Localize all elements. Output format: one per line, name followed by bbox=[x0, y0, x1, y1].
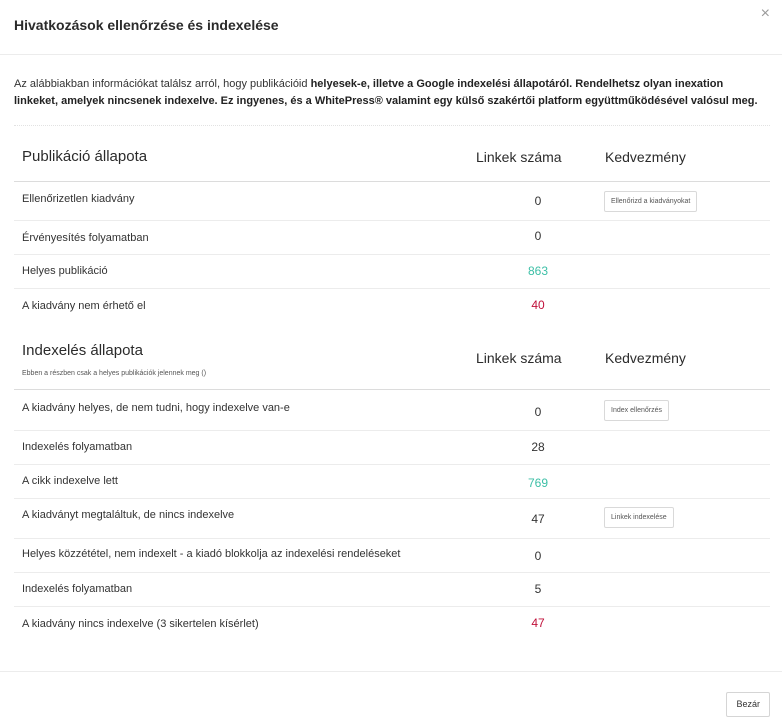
row-label: A kiadványt megtaláltuk, de nincs indexelve bbox=[22, 509, 235, 521]
row-label: Helyes publikáció bbox=[22, 265, 108, 277]
row-value-positive: 769 bbox=[527, 476, 549, 490]
row-value-negative: 40 bbox=[531, 298, 545, 312]
intro-text-bold: helyesek-e, illetve a Google indexelési állapotáról. Rendelhetsz olyan inexation linkeket, amelyek nincsenek indexelve. Ez ingyenes, és a WhitePress® valamint egy külső szakértői platform együttműködésével valósul meg. bbox=[14, 78, 758, 107]
indexing-row bbox=[14, 539, 770, 573]
row-value: 0 bbox=[534, 405, 542, 419]
intro-divider bbox=[14, 125, 770, 126]
publication-row bbox=[14, 255, 770, 289]
publication-row bbox=[14, 181, 770, 221]
row-label: Helyes közzététel, nem indexelt - a kiadó blokkolja az indexelési rendeléseket bbox=[22, 548, 401, 560]
publication-col-discount: Kedvezmény bbox=[605, 149, 686, 165]
row-label: A kiadvány nincs indexelve (3 sikertelen kísérlet) bbox=[22, 618, 259, 630]
indexing-row bbox=[14, 431, 770, 465]
publication-col-links: Linkek száma bbox=[476, 149, 562, 165]
row-value-negative: 47 bbox=[531, 616, 545, 630]
row-label: Indexelés folyamatban bbox=[22, 583, 133, 595]
publication-section-title: Publikáció állapota bbox=[22, 148, 148, 165]
indexing-col-discount: Kedvezmény bbox=[605, 350, 686, 366]
row-label: Indexelés folyamatban bbox=[22, 441, 133, 453]
indexing-row bbox=[14, 389, 770, 431]
row-value-positive: 863 bbox=[527, 264, 549, 278]
close-button[interactable]: Bezár bbox=[726, 692, 770, 717]
row-label: Ellenőrizetlen kiadvány bbox=[22, 193, 135, 205]
row-value: 0 bbox=[534, 194, 542, 208]
indexing-col-links: Linkek száma bbox=[476, 350, 562, 366]
row-label: A kiadvány nem érhető el bbox=[22, 300, 146, 312]
row-label: Érvényesítés folyamatban bbox=[22, 232, 149, 244]
indexing-row bbox=[14, 607, 770, 641]
modal-header bbox=[0, 0, 782, 55]
modal-title: Hivatkozások ellenőrzése és indexelése bbox=[14, 17, 279, 33]
index-check-button[interactable]: Index ellenőrzés bbox=[604, 400, 669, 421]
index-links-button[interactable]: Linkek indexelése bbox=[604, 507, 674, 528]
row-value: 0 bbox=[534, 549, 542, 563]
row-value: 47 bbox=[531, 512, 545, 526]
intro-text-regular: Az alábbiakban információkat találsz arról, hogy publikációid bbox=[14, 78, 311, 90]
indexing-section-subtitle: Ebben a részben csak a helyes publikációk jelennek meg () bbox=[22, 370, 207, 377]
indexing-row bbox=[14, 465, 770, 499]
intro-text bbox=[14, 76, 766, 110]
row-value: 5 bbox=[534, 582, 542, 596]
publication-row bbox=[14, 221, 770, 255]
indexing-row bbox=[14, 499, 770, 539]
row-label: A kiadvány helyes, de nem tudni, hogy indexelve van-e bbox=[22, 402, 290, 414]
indexing-row bbox=[14, 573, 770, 607]
row-value: 28 bbox=[531, 440, 545, 454]
modal-footer bbox=[0, 671, 782, 728]
check-publications-button[interactable]: Ellenőrizd a kiadványokat bbox=[604, 191, 697, 212]
row-label: A cikk indexelve lett bbox=[22, 475, 118, 487]
indexing-section-title: Indexelés állapota bbox=[22, 342, 143, 359]
row-value: 0 bbox=[534, 229, 542, 243]
close-icon[interactable]: × bbox=[760, 5, 770, 22]
publication-row bbox=[14, 289, 770, 323]
